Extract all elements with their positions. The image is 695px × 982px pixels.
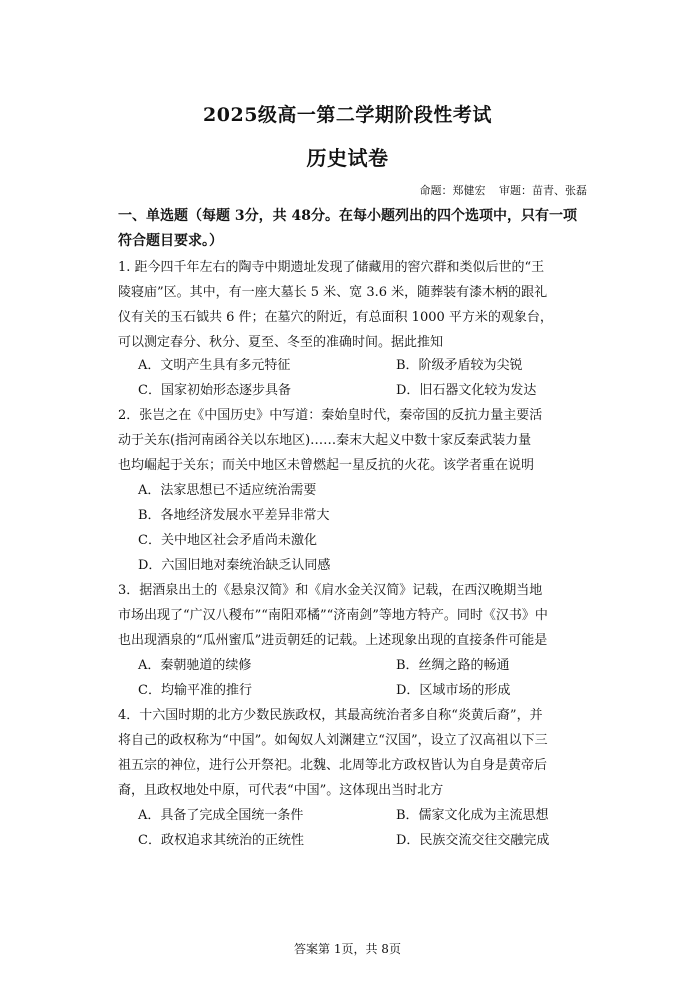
question-1-option-c: C．国家初始形态逐步具备 [138, 383, 291, 398]
question-line: 裔，且政权地处中原，可代表“中国”。这体现出当时北方 [118, 783, 444, 798]
question-line: 4．十六国时期的北方少数民族政权，其最高统治者多自称“炎黄后裔”，并 [118, 708, 543, 723]
question-3-option-a: A．秦朝驰道的续修 [138, 658, 252, 673]
reviewer: 审题：苗青、张磊 [499, 184, 587, 197]
question-3-option-d: D．区域市场的形成 [396, 683, 511, 698]
question-4-option-a: A．具备了完成全国统一条件 [138, 808, 304, 823]
question-2-stem [118, 403, 580, 478]
question-line: 仪有关的玉石钺共 6 件；在墓穴的附近，有总面积 1000 平方米的观象台， [118, 310, 553, 325]
question-2-option-d: D．六国旧地对秦统治缺乏认同感 [138, 558, 331, 573]
question-line: 也均崛起于关东；而关中地区未曾燃起一星反抗的火花。该学者重在说明 [118, 458, 535, 473]
question-2-option-b: B．各地经济发展水平差异非常大 [138, 508, 330, 523]
question-4-option-b: B．儒家文化成为主流思想 [396, 808, 549, 823]
question-line: 市场出现了“广汉八稯布”“南阳邓橘”“济南剑”等地方特产。同时《汉书》中 [118, 608, 548, 623]
question-line: 动于关东(指河南函谷关以东地区)……秦末大起义中数十家反秦武装力量 [118, 433, 532, 448]
question-3-option-b: B．丝绸之路的畅通 [396, 658, 510, 673]
exam-title: 2025级高一第二学期阶段性考试 [203, 104, 492, 126]
question-line: 1. 距今四千年左右的陶寺中期遗址发现了储藏用的窖穴群和类似后世的“王 [118, 260, 545, 275]
question-line: 3．据酒泉出土的《悬泉汉简》和《肩水金关汉简》记载，在西汉晚期当地 [118, 583, 543, 598]
question-1-option-a: A．文明产生具有多元特征 [138, 358, 291, 373]
question-1-stem [118, 255, 580, 355]
question-line: 也出现酒泉的“瓜州蜜瓜”进贡朝廷的记载。上述现象出现的直接条件可能是 [118, 633, 548, 648]
question-1-option-b: B．阶级矛盾较为尖锐 [396, 358, 523, 373]
page-footer: 答案第 1页，共 8页 [294, 942, 401, 956]
question-2-option-a: A．法家思想已不适应统治需要 [138, 483, 317, 498]
question-line: 可以测定春分、秋分、夏至、冬至的准确时间。据此推知 [118, 335, 444, 350]
question-3-option-c: C．均输平准的推行 [138, 683, 252, 698]
setter: 命题：郑健宏 [419, 184, 486, 197]
question-4-option-d: D．民族交流交往交融完成 [396, 833, 550, 848]
section-heading-line: 符合题目要求。） [118, 233, 223, 249]
question-line: 2．张岂之在《中国历史》中写道：秦始皇时代，秦帝国的反抗力量主要活 [118, 408, 543, 423]
question-4-stem [118, 703, 580, 803]
question-3-stem [118, 578, 580, 653]
question-line: 祖五宗的神位，进行公开祭祀。北魏、北周等北方政权皆认为自身是黄帝后 [118, 758, 548, 773]
question-line: 将自己的政权称为“中国”。如匈奴人刘渊建立“汉国”，设立了汉高祖以下三 [118, 733, 548, 748]
author-line [410, 182, 588, 198]
question-line: 陵寝庙”区。其中，有一座大墓长 5 米、宽 3.6 米，随葬装有漆木柄的跟礼 [118, 285, 548, 300]
question-4-option-c: C．政权追求其统治的正统性 [138, 833, 304, 848]
section-heading [118, 204, 588, 254]
section-heading-line: 一、单选题（每题 3分，共 48分。在每小题列出的四个选项中，只有一项 [118, 208, 577, 224]
exam-subject: 历史试卷 [306, 146, 389, 170]
question-1-option-d: D．旧石器文化较为发达 [396, 383, 537, 398]
question-2-option-c: C．关中地区社会矛盾尚未激化 [138, 533, 317, 548]
